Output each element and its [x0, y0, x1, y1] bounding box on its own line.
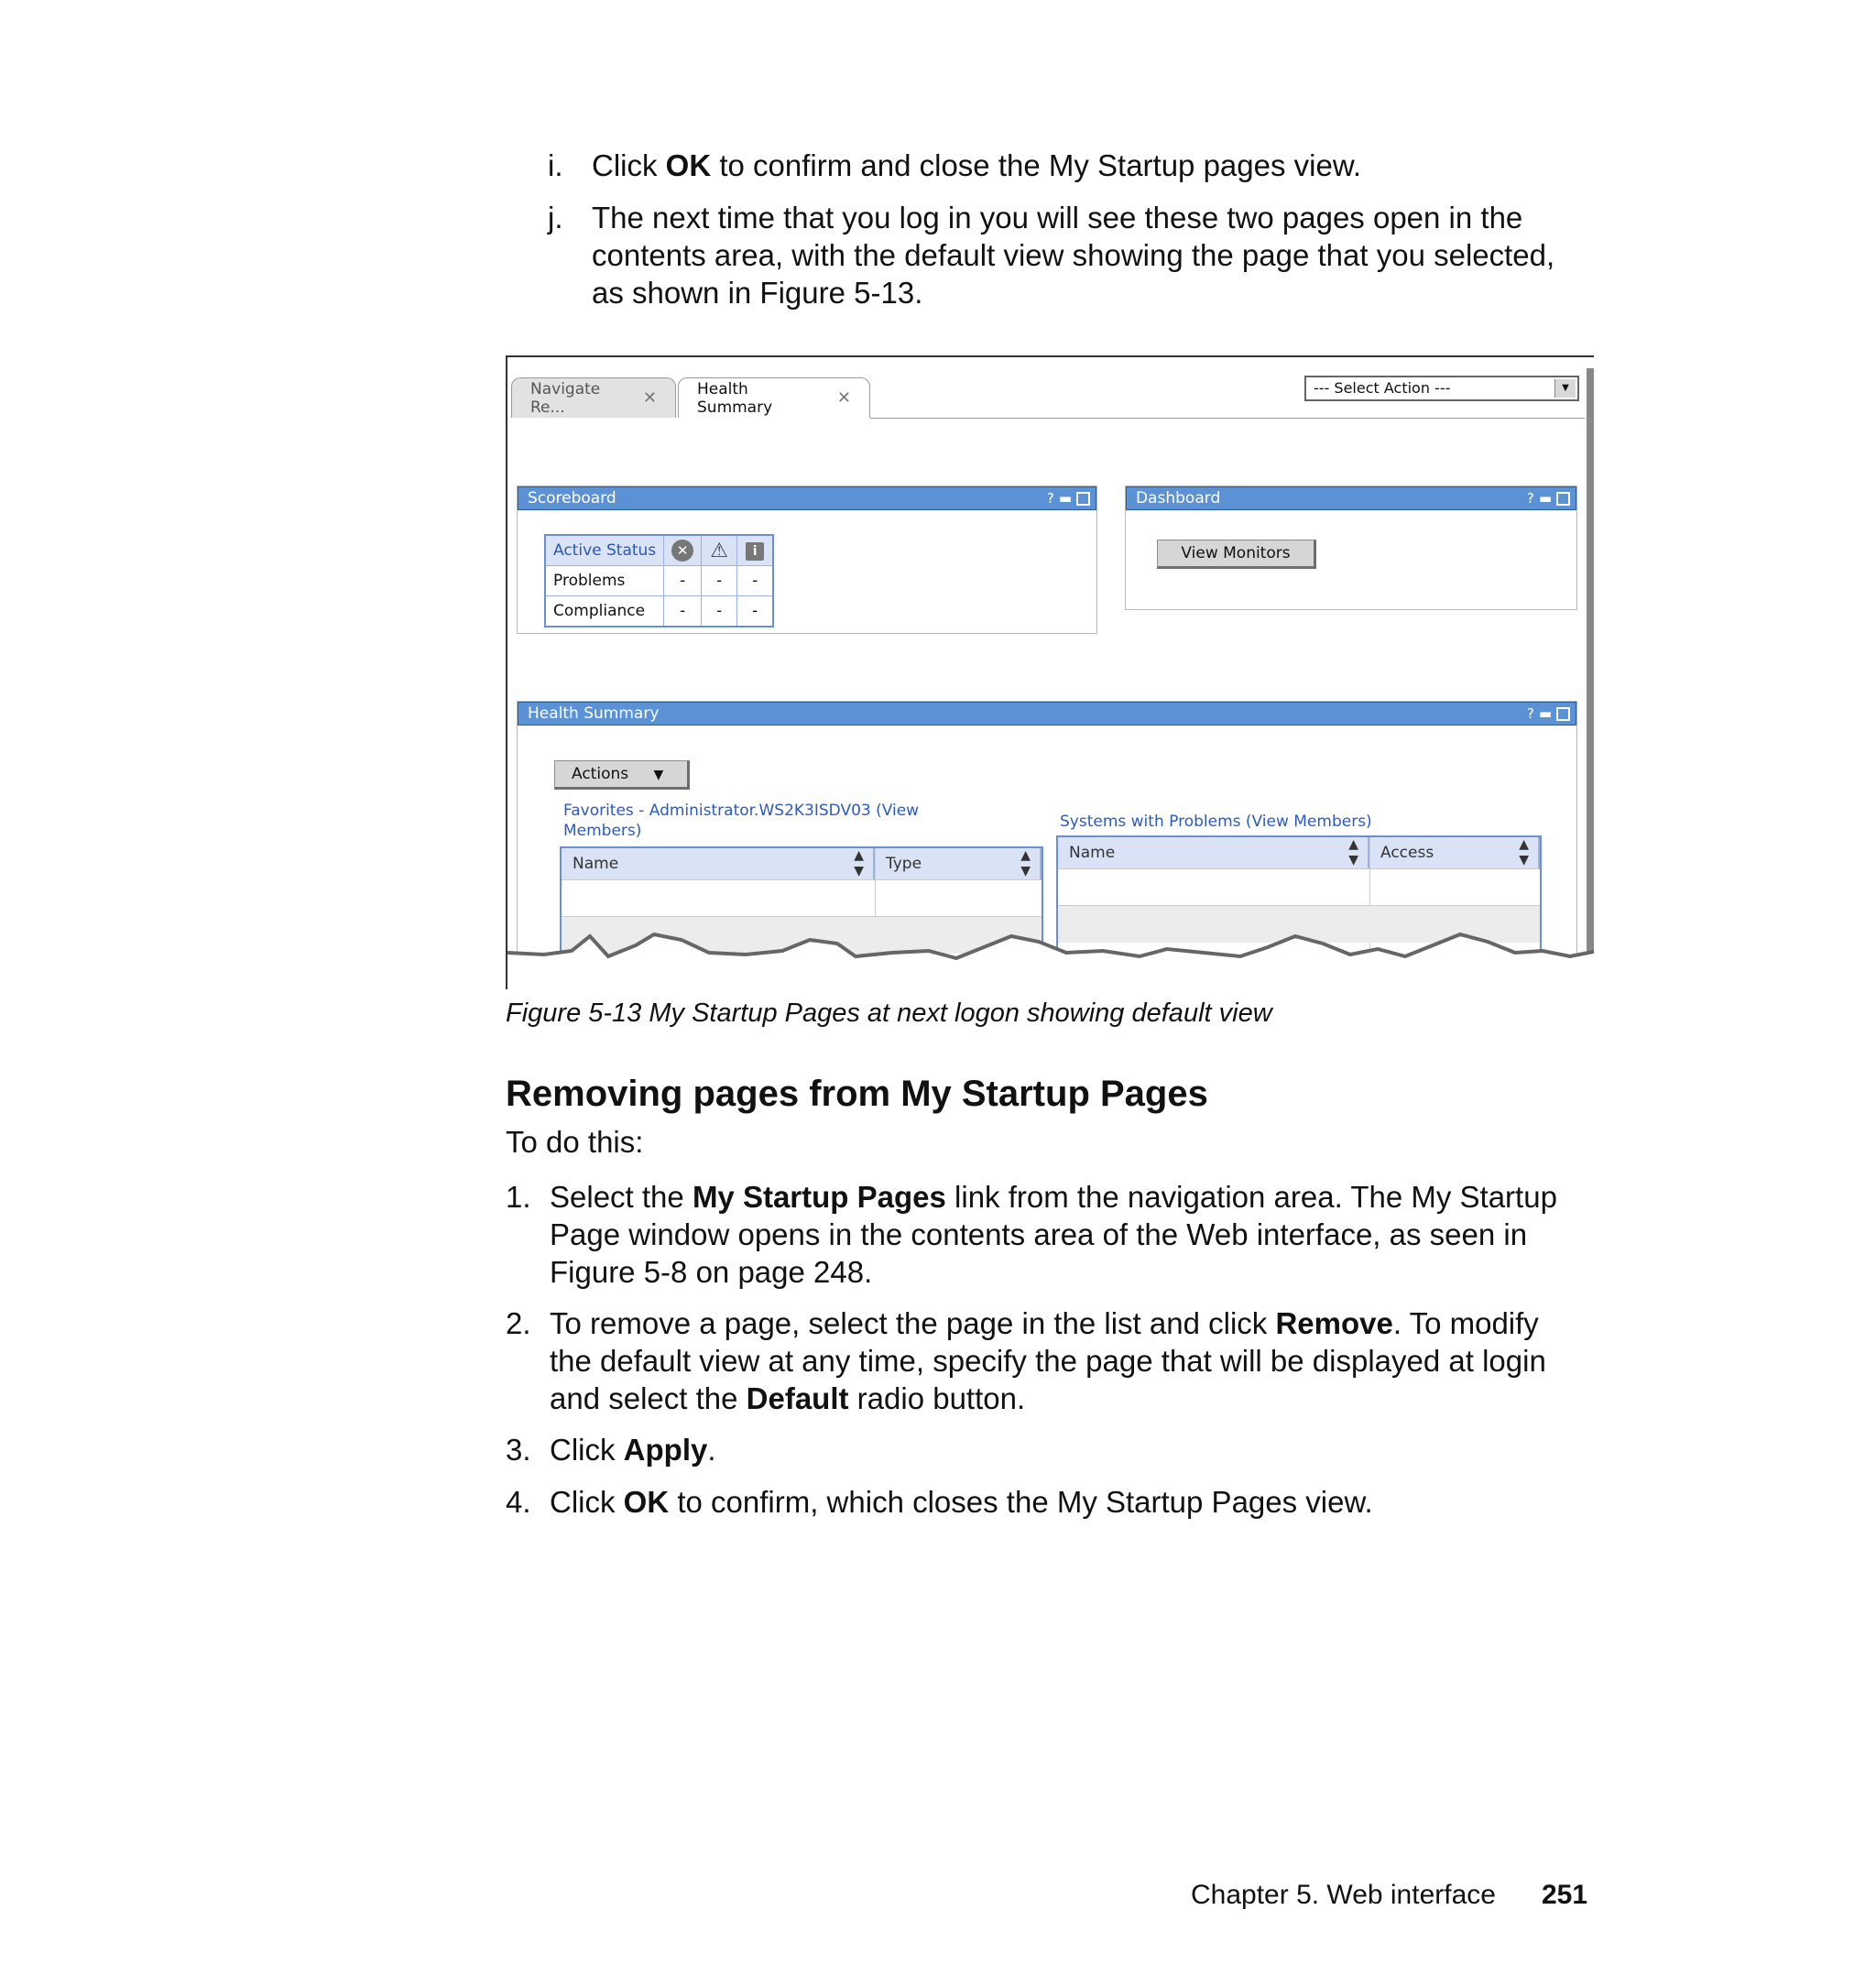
bold-text: Default — [746, 1381, 849, 1415]
help-icon[interactable]: ? — [1526, 490, 1539, 507]
text-line — [550, 1380, 1603, 1417]
column-header-access[interactable] — [1369, 837, 1540, 868]
dashboard-portlet — [1125, 486, 1577, 610]
cell-value: - — [664, 566, 702, 596]
text: to confirm, which closes the My Startup Pages view. — [669, 1485, 1373, 1519]
table-row[interactable] — [1058, 868, 1540, 906]
cell-value: - — [702, 596, 737, 627]
column-header-name[interactable] — [562, 848, 875, 879]
cell-value: - — [664, 596, 702, 627]
text: and select the — [550, 1381, 747, 1415]
text: Click — [592, 148, 666, 182]
step-2 — [506, 1304, 1596, 1424]
select-value: --- Select Action --- — [1314, 379, 1451, 397]
step-i — [548, 147, 1601, 185]
view-monitors-button[interactable]: View Monitors — [1157, 540, 1316, 569]
caret-down-icon: ▼ — [653, 768, 664, 782]
close-icon[interactable]: ✕ — [836, 388, 851, 408]
close-icon[interactable]: ✕ — [642, 388, 657, 408]
step-1 — [506, 1178, 1596, 1297]
cell-value: - — [702, 566, 737, 596]
column-header-name[interactable] — [1058, 837, 1369, 868]
column-label: Type — [886, 855, 922, 873]
systems-with-problems-link[interactable]: Systems with Problems (View Members) — [1060, 813, 1372, 831]
text: Select the — [550, 1180, 693, 1214]
table-row[interactable] — [562, 879, 1042, 917]
text: Click — [550, 1433, 624, 1467]
portlet-titlebar — [1126, 486, 1576, 510]
figure-shadow — [1587, 368, 1594, 989]
portlet-titlebar — [518, 486, 1096, 510]
cell-value: - — [737, 596, 774, 627]
text: to confirm and close the My Startup pages view. — [711, 148, 1362, 182]
select-action-dropdown[interactable] — [1304, 376, 1579, 401]
step-number: 2. — [506, 1306, 531, 1340]
column-label: Name — [573, 855, 619, 873]
text-line: contents area, with the default view showing the page that you selected, — [592, 238, 1555, 272]
step-number: 4. — [506, 1485, 531, 1519]
tab-label: Health Summary — [697, 379, 773, 417]
actions-button[interactable] — [554, 760, 690, 790]
bold-text: My Startup Pages — [692, 1180, 946, 1214]
tab-label: Navigate Re... — [530, 379, 601, 417]
text-line: Figure 5-8 on page 248. — [550, 1255, 873, 1289]
favorites-line: Members) — [563, 822, 642, 840]
bold-text: OK — [665, 148, 712, 182]
sort-icon[interactable]: ▲ ▼ — [1519, 837, 1529, 868]
active-status-header: Active Status — [545, 535, 664, 566]
table-header-row — [545, 535, 773, 566]
text-line: Page window opens in the contents area of the Web interface, as seen in — [550, 1217, 1528, 1251]
step-number: j. — [548, 201, 563, 235]
warning-icon: ⚠ — [710, 539, 729, 562]
step-number: 3. — [506, 1433, 531, 1467]
column-label: Name — [1069, 844, 1116, 862]
tab-navigate-resources[interactable] — [511, 377, 676, 418]
text-line: the default view at any time, specify the page that will be displayed at login — [550, 1344, 1546, 1378]
scoreboard-portlet — [517, 486, 1097, 634]
intro-text: To do this: — [506, 1125, 644, 1159]
minimize-icon[interactable]: ▬ — [1538, 705, 1556, 722]
text-line: as shown in Figure 5-13. — [592, 276, 923, 310]
text: To remove a page, select the page in the list and click — [550, 1306, 1276, 1340]
chevron-down-icon[interactable]: ▼ — [1554, 379, 1576, 398]
help-icon[interactable]: ? — [1526, 705, 1539, 722]
critical-icon: ✕ — [671, 540, 693, 562]
torn-edge-decoration — [507, 925, 1594, 989]
sort-icon[interactable]: ▲ ▼ — [1020, 848, 1031, 878]
favorites-line: Favorites - Administrator.WS2K3ISDV03 (View — [563, 802, 920, 820]
text: . To modify — [1392, 1306, 1539, 1340]
minimize-icon[interactable]: ▬ — [1538, 490, 1556, 507]
row-label: Problems — [545, 566, 664, 596]
tab-bar — [507, 357, 1585, 421]
text: link from the navigation area. The My Startup — [945, 1180, 1557, 1214]
figure-screenshot — [506, 355, 1594, 989]
text-line — [550, 1178, 1603, 1216]
step-number: 1. — [506, 1180, 531, 1214]
active-status-table — [544, 534, 774, 627]
figure-caption: Figure 5-13 My Startup Pages at next logon showing default view — [506, 998, 1272, 1028]
tab-health-summary[interactable] — [678, 377, 870, 418]
text-line — [550, 1304, 1603, 1342]
table-row — [545, 566, 773, 596]
portlet-titlebar — [518, 702, 1576, 726]
bold-text: OK — [623, 1485, 670, 1519]
text: radio button. — [848, 1381, 1026, 1415]
actions-label: Actions — [572, 765, 629, 783]
step-number: i. — [548, 148, 563, 182]
table-row — [545, 596, 773, 627]
column-header-type[interactable] — [875, 848, 1042, 879]
cell-value: - — [737, 566, 774, 596]
portlet-title: Dashboard — [1136, 489, 1221, 507]
text: . — [707, 1433, 716, 1467]
sort-icon[interactable]: ▲ ▼ — [854, 848, 864, 878]
maximize-icon[interactable] — [1076, 492, 1090, 506]
text: Click — [550, 1485, 624, 1519]
section-heading: Removing pages from My Startup Pages — [506, 1074, 1208, 1114]
bold-text: Apply — [623, 1433, 708, 1467]
step-4 — [506, 1483, 1596, 1522]
sort-icon[interactable]: ▲ ▼ — [1348, 837, 1358, 868]
row-label: Compliance — [545, 596, 664, 627]
text-line: The next time that you log in you will see these two pages open in the — [592, 201, 1523, 235]
column-label: Access — [1380, 844, 1434, 862]
help-icon[interactable]: ? — [1046, 490, 1059, 507]
info-icon: i — [746, 542, 764, 561]
footer-chapter: Chapter 5. Web interface — [1191, 1880, 1496, 1910]
step-j — [548, 199, 1601, 318]
maximize-icon[interactable] — [1556, 492, 1570, 506]
step-3 — [506, 1431, 1596, 1469]
bold-text: Remove — [1275, 1306, 1393, 1340]
portlet-title: Scoreboard — [528, 489, 616, 507]
favorites-link[interactable] — [563, 801, 1021, 841]
maximize-icon[interactable] — [1556, 707, 1570, 721]
minimize-icon[interactable]: ▬ — [1058, 490, 1076, 507]
tab-divider — [870, 418, 1585, 419]
page-number: 251 — [1542, 1880, 1588, 1910]
portlet-title: Health Summary — [528, 704, 660, 723]
